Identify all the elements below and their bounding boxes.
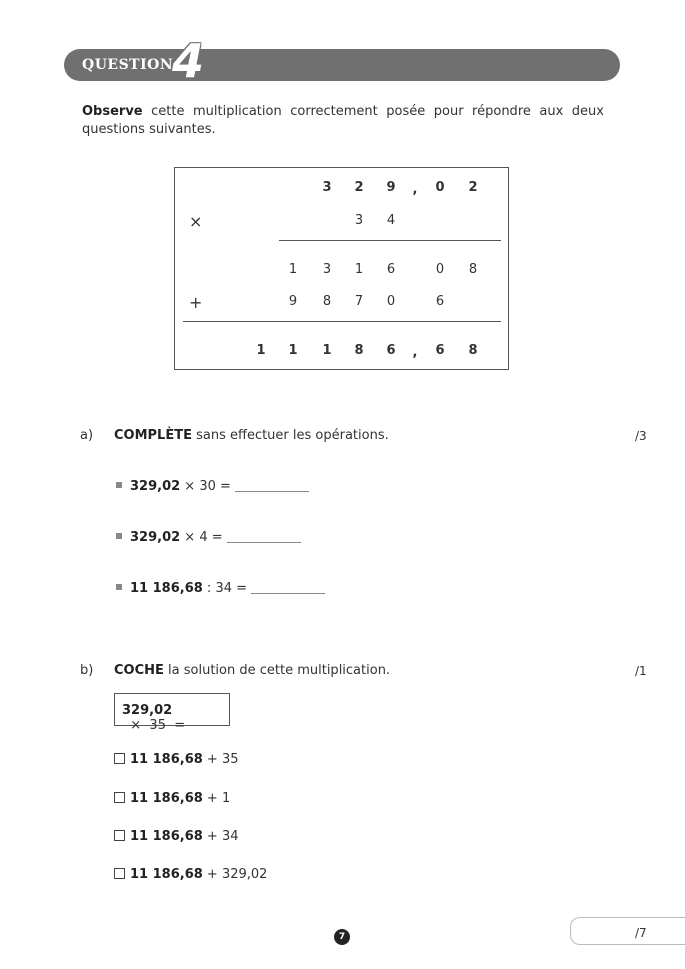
digit: 3 — [322, 180, 332, 195]
item-bold: 11 186,68 — [130, 581, 203, 596]
option-rest: + 35 — [202, 752, 239, 767]
option-bold: 11 186,68 — [130, 829, 203, 844]
digit: 8 — [468, 343, 478, 358]
option-row[interactable] — [114, 829, 239, 844]
option-row[interactable] — [114, 752, 239, 767]
list-item — [116, 581, 325, 596]
intro-text — [82, 103, 604, 139]
intro-bold: Observe — [82, 104, 143, 119]
option-row[interactable] — [114, 791, 230, 806]
intro-rest: cette multiplication correctement posée pour répondre aux deux questions suivantes. — [82, 104, 604, 137]
digit: 1 — [354, 262, 364, 277]
part-b-rest: la solution de cette multiplication. — [163, 663, 391, 678]
part-a-letter: a) — [80, 428, 94, 443]
option-rest: + 1 — [202, 791, 231, 806]
digit: 7 — [354, 294, 364, 309]
answer-blank[interactable] — [227, 542, 301, 543]
option-bold: 11 186,68 — [130, 867, 203, 882]
decimal-comma: , — [412, 345, 418, 360]
part-b-letter: b) — [80, 663, 94, 678]
digit: 1 — [322, 343, 332, 358]
square-bullet-icon — [116, 584, 122, 590]
part-a-instruction — [114, 428, 389, 443]
times-sign: × — [189, 212, 203, 231]
checkbox-icon[interactable] — [114, 753, 125, 764]
part-b-instruction — [114, 663, 390, 678]
part-a-score: /3 — [635, 429, 647, 443]
option-rest: + 34 — [202, 829, 239, 844]
multiplication-box-b — [114, 693, 230, 733]
answer-blank[interactable] — [235, 491, 309, 492]
digit: 3 — [354, 213, 364, 228]
digit: 6 — [386, 262, 396, 277]
digit: 2 — [468, 180, 478, 195]
digit: 9 — [386, 180, 396, 195]
answer-blank[interactable] — [251, 593, 325, 594]
square-bullet-icon — [116, 533, 122, 539]
part-b-score: /1 — [635, 664, 647, 678]
option-rest: + 329,02 — [202, 867, 268, 882]
digit: 1 — [288, 343, 298, 358]
digit: 0 — [386, 294, 396, 309]
item-rest: × 4 = — [180, 530, 223, 545]
digit: 2 — [354, 180, 364, 195]
digit: 9 — [288, 294, 298, 309]
checkbox-icon[interactable] — [114, 868, 125, 879]
divider-line — [279, 240, 501, 241]
digit: 8 — [322, 294, 332, 309]
digit: 1 — [256, 343, 266, 358]
part-a-bold: COMPLÈTE — [114, 428, 192, 443]
digit: 8 — [468, 262, 478, 277]
digit: 6 — [435, 343, 445, 358]
option-bold: 11 186,68 — [130, 752, 203, 767]
divider-line — [183, 321, 501, 322]
digit: 0 — [435, 180, 445, 195]
total-score: /7 — [635, 926, 647, 940]
digit: 1 — [288, 262, 298, 277]
item-bold: 329,02 — [130, 479, 181, 494]
square-bullet-icon — [116, 482, 122, 488]
question-number: 4 — [172, 34, 205, 88]
digit: 3 — [322, 262, 332, 277]
multiplication-box — [174, 167, 509, 370]
checkbox-icon[interactable] — [114, 830, 125, 841]
plus-sign: + — [189, 293, 203, 312]
total-score-box — [570, 917, 685, 945]
page-number: 7 — [334, 929, 350, 945]
question-label: QUESTION — [82, 57, 174, 73]
option-bold: 11 186,68 — [130, 791, 203, 806]
digit: 4 — [386, 213, 396, 228]
digit: 0 — [435, 262, 445, 277]
decimal-comma: , — [412, 182, 418, 197]
item-bold: 329,02 — [130, 530, 181, 545]
digit: 8 — [354, 343, 364, 358]
list-item — [116, 479, 309, 494]
option-row[interactable] — [114, 867, 267, 882]
item-rest: × 30 = — [180, 479, 231, 494]
box-bold: 329,02 — [122, 703, 173, 718]
digit: 6 — [386, 343, 396, 358]
part-b-bold: COCHE — [114, 663, 164, 678]
checkbox-icon[interactable] — [114, 792, 125, 803]
item-rest: : 34 = — [202, 581, 248, 596]
list-item — [116, 530, 301, 545]
part-a-rest: sans effectuer les opérations. — [191, 428, 389, 443]
box-rest: × 35 = — [122, 718, 186, 733]
digit: 6 — [435, 294, 445, 309]
